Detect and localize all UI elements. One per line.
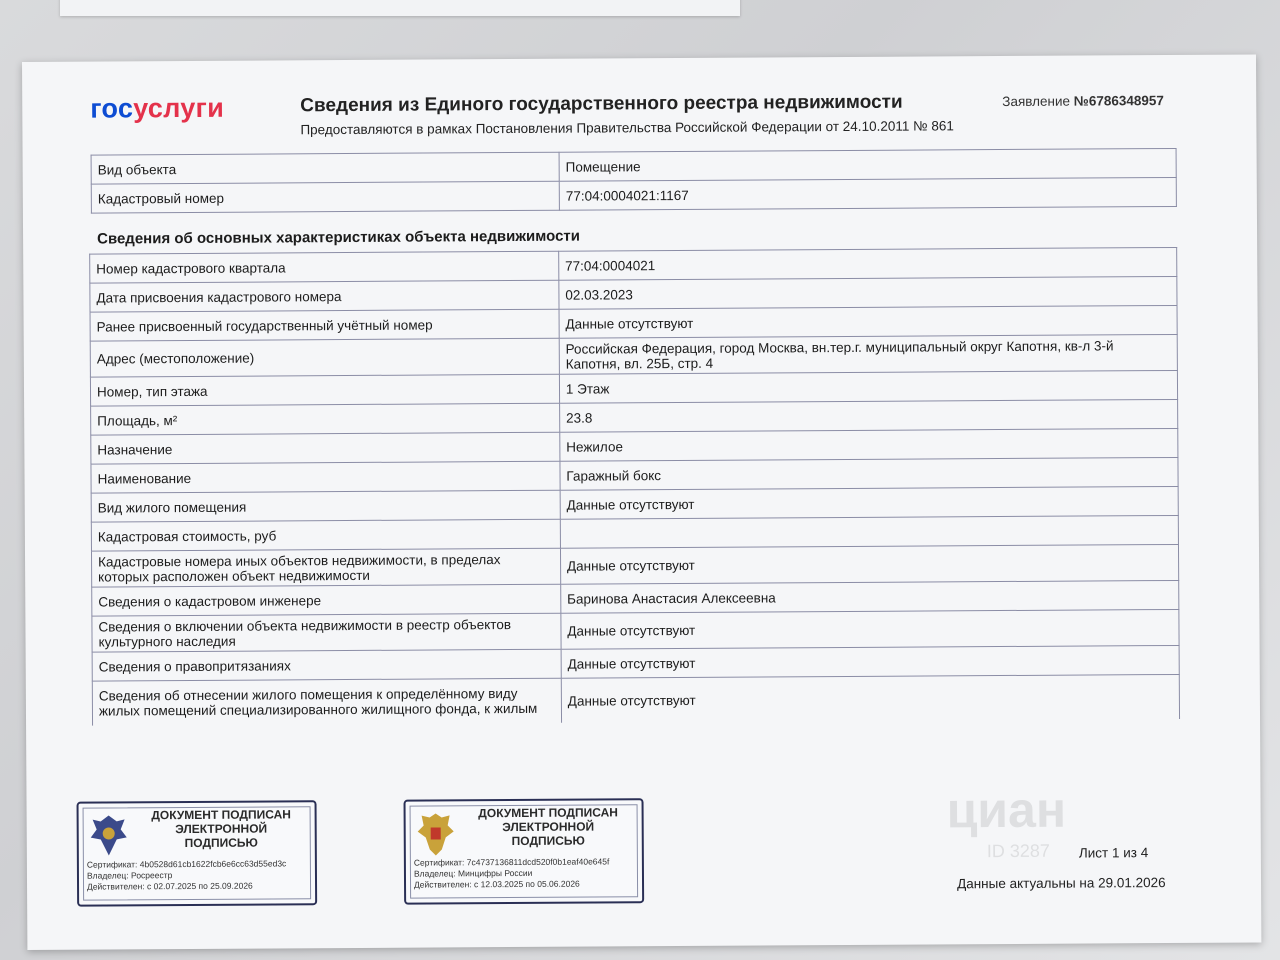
signature-stamp xyxy=(404,798,645,904)
gosuslugi-logo: госуслуги xyxy=(90,92,225,124)
stamp-owner: Владелец: Минцифры России xyxy=(413,867,533,879)
coat-of-arms-icon xyxy=(414,809,458,859)
row-label: Адрес (местоположение) xyxy=(90,338,559,377)
row-value: 23.8 xyxy=(559,399,1177,432)
row-label: Сведения об отнесении жилого помещения к определённому виду жилых помещений специализированного жилищного фонда, к жилым xyxy=(92,678,561,725)
row-value: Помещение xyxy=(559,148,1176,181)
row-label: Кадастровая стоимость, руб xyxy=(91,519,560,551)
row-value: Гаражный бокс xyxy=(560,457,1178,490)
row-label: Сведения о включении объекта недвижимости в реестр объектов культурного наследия xyxy=(92,613,561,652)
row-value: 77:04:0004021:1167 xyxy=(559,177,1176,210)
row-value: Данные отсутствуют xyxy=(559,305,1177,338)
row-label: Кадастровые номера иных объектов недвижимости, в пределах которых расположен объект недвижимости xyxy=(91,548,560,587)
row-value: Данные отсутствуют xyxy=(561,674,1179,722)
background-paper xyxy=(60,0,740,16)
object-table xyxy=(91,148,1177,214)
row-value: 77:04:0004021 xyxy=(559,247,1177,280)
document-subtitle: Предоставляются в рамках Постановления Правительства Российской Федерации от 24.10.2011 № 861 xyxy=(300,118,954,138)
document-title: Сведения из Единого государственного реестра недвижимости xyxy=(300,91,903,117)
rosreestr-emblem-icon xyxy=(87,811,131,861)
row-label: Номер, тип этажа xyxy=(90,374,559,406)
row-value: Российская Федерация, город Москва, вн.тер.г. муниципальный округ Капотня, кв-л 3-й Капотня, вл. 25Б, стр. 4 xyxy=(559,334,1177,374)
row-label: Площадь, м² xyxy=(91,403,560,435)
row-label: Кадастровый номер xyxy=(91,181,559,213)
stamp-validity: Действителен: с 12.03.2025 по 05.06.2026 xyxy=(414,878,580,890)
row-value: Данные отсутствуют xyxy=(560,544,1178,584)
row-value: Нежилое xyxy=(560,428,1178,461)
stamp-owner: Владелец: Росреестр xyxy=(86,870,173,881)
stamp-heading: ДОКУМЕНТ ПОДПИСАН ЭЛЕКТРОННОЙ ПОДПИСЬЮ xyxy=(478,805,618,849)
stamp-certificate: Сертификат: 4b0528d61cb1622fcb6e6cc63d55ed3c xyxy=(86,858,287,870)
row-label: Вид жилого помещения xyxy=(91,490,560,522)
stamp-certificate: Сертификат: 7c4737136811dcd520f0b1eaf40e645f xyxy=(413,856,610,868)
row-value: Данные отсутствуют xyxy=(560,486,1178,519)
row-label: Сведения о правопритязаниях xyxy=(92,649,561,681)
page-number: Лист 1 из 4 xyxy=(1078,845,1149,861)
row-label: Назначение xyxy=(91,432,560,464)
table-row xyxy=(91,177,1176,213)
watermark-id: ID 3287 xyxy=(986,840,1050,862)
row-label: Вид объекта xyxy=(91,152,559,184)
row-label: Наименование xyxy=(91,461,560,493)
stamp-heading: ДОКУМЕНТ ПОДПИСАН ЭЛЕКТРОННОЙ ПОДПИСЬЮ xyxy=(151,807,291,851)
row-value: Данные отсутствуют xyxy=(561,609,1179,649)
row-value: 1 Этаж xyxy=(559,370,1177,403)
characteristics-table xyxy=(89,247,1180,726)
data-actual-date: Данные актуальны на 29.01.2026 xyxy=(956,875,1166,892)
row-label: Ранее присвоенный государственный учётный номер xyxy=(90,309,559,341)
row-value: 02.03.2023 xyxy=(559,276,1177,309)
signature-stamp xyxy=(77,800,318,906)
row-value: Данные отсутствуют xyxy=(561,645,1179,678)
row-value xyxy=(560,515,1178,548)
cian-watermark: циан xyxy=(946,781,1067,839)
row-label: Дата присвоения кадастрового номера xyxy=(90,280,559,312)
row-value: Баринова Анастасия Алексеевна xyxy=(561,580,1179,613)
stamp-validity: Действителен: с 02.07.2025 по 25.09.2026 xyxy=(87,880,253,892)
row-label: Номер кадастрового квартала xyxy=(90,251,559,283)
application-number: Заявление №6786348957 xyxy=(1002,93,1164,110)
table-row xyxy=(92,674,1179,725)
row-label: Сведения о кадастровом инженере xyxy=(92,584,561,616)
document-sheet xyxy=(22,54,1261,950)
section-title: Сведения об основных характеристиках объекта недвижимости xyxy=(97,227,581,248)
